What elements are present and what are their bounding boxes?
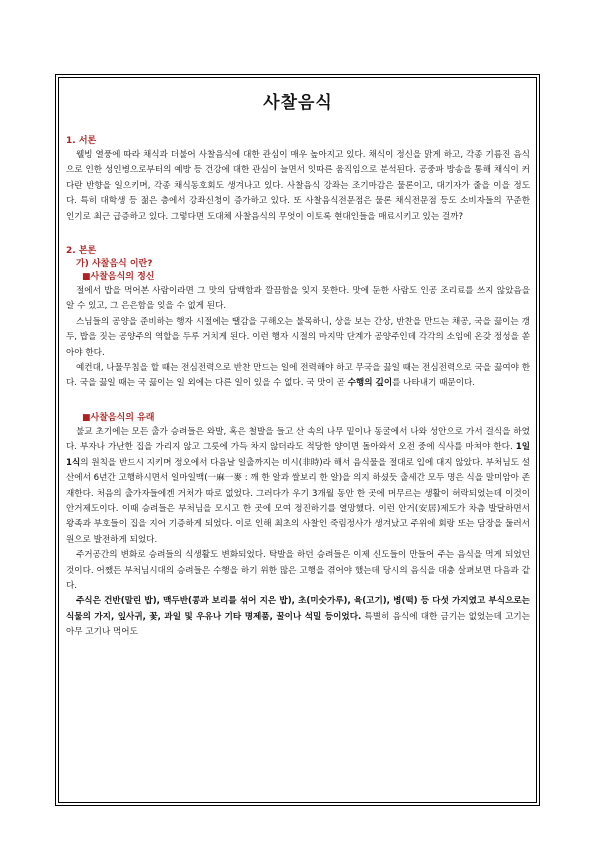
page-title: 사찰음식 — [263, 93, 333, 113]
subsection-heading-what-is: 가) 사찰음식 이란? — [76, 259, 153, 270]
body-heading: 2. 본론 — [66, 246, 97, 257]
spirit-paragraph-3-text-a: 예컨대, 나물무침을 할 때는 전심전력으로 반찬 만드는 일에 전력해야 하고 무국을 끓일 때는 전심전력으로 국을 끓여야 한다. 국을 끓일 때는 국 끓이는 일 외에는 다른 일이 있을 수 없다. 국 맛이 곧 — [66, 363, 530, 389]
origin-paragraph-1-bold: 1일 1식 — [66, 442, 530, 468]
origin-paragraph-1 — [66, 425, 530, 548]
spirit-paragraph-3 — [66, 361, 530, 392]
spirit-paragraph-3-bold: 수행의 깊이 — [347, 378, 393, 389]
intro-heading: 1. 서론 — [66, 136, 97, 146]
origin-paragraph-1-text-a: 불교 초기에는 모든 출가 승려들은 와발, 혹은 철발을 들고 산 속의 나무 밑이나 동굴에서 나와 성안으로 가서 걸식을 하였다. 부자나 가난한 집을 가리지 않고 그릇에 가득 차지 않더라도 적당한 양이면 돌아와서 오전 중에 식사를 마쳐야 한다. — [66, 426, 530, 453]
spirit-heading: ■사찰음식의 정신 — [82, 272, 155, 283]
spirit-paragraph-1: 절에서 밥을 먹어본 사람이라면 그 맛의 담백함과 깔끔함을 잊지 못한다. 맛에 둔한 사람도 인공 조리료를 쓰지 않았음을 알 수 있고, 그 은은함을 잊을 수 없게 된다. — [66, 286, 530, 312]
document-body — [66, 88, 530, 641]
intro-paragraph: 웰빙 열풍에 따라 채식과 더불어 사찰음식에 대한 관심이 매우 높아지고 있다. 채식이 정신을 맑게 하고, 각종 기름진 음식으로 인한 성인병으로부터의 예방 등 건강에 대한 관심이 늘면서 잇따른 움직임으로 분석된다. 공중파 방송을 통해 채식이 커다란 반향을 일으키며, 각종 채식동호회도 생겨나고 있다. 사찰음식 강좌는 조기마감은 물론이고, 대기자가 줄을 이을 정도다. 특히 대학생 등 젊은 층에서 강좌신청이 증가하고 있다. 또 사찰음식전문점은 물론 채식전문점 등도 소비자들의 꾸준한 인기로 최근 급증하고 있다. 그렇다면 도대체 사찰음식의 무엇이 이토록 현대인들을 매료시키고 있는 걸까? — [66, 150, 530, 222]
spirit-paragraph-2: 스님들의 공양을 준비하는 행자 시절에는 땔감을 구해오는 불목하니, 상을 보는 간상, 반찬을 만드는 채공, 국을 끓이는 갱두, 밥을 짓는 공양주의 역할을 두루 거치게 된다. 이런 행자 시절의 마지막 단계가 공양주인데 각각의 소임에 온갖 정성을 쏟아야 한다. — [66, 316, 530, 358]
origin-heading: ■사찰음식의 유래 — [82, 412, 155, 423]
origin-paragraph-3-bold: 주식은 건반(말린 밥), 맥두반(콩과 보리를 섞어 지은 밥), 초(미숫가루), 육(고기), 병(떡) 등 다섯 가지였고 부식으로는 식물의 가지, 잎사귀, 꽃, 과일 및 우유나 기타 명제품, 꿀이나 석밀 등이었다. — [66, 596, 530, 622]
origin-paragraph-3 — [66, 594, 530, 640]
origin-paragraph-2: 주거공간의 변화로 승려들의 식생활도 변화되었다. 탁발을 하던 승려들은 이제 신도들이 만들어 주는 음식을 먹게 되었던 것이다. 어쨌든 부처님시대의 승려들은 수행을 하기 위한 많은 고행을 겪어야 했는데 당시의 음식을 대충 살펴보면 다음과 같다. — [66, 550, 530, 591]
origin-paragraph-1-text-b: 의 원칙을 반드시 지키며 정오에서 다음날 일출까지는 비시(非時)라 해서 음식물을 절대로 입에 대지 않았다. 부처님도 설산에서 6년간 고행하시면서 일마일맥(一麻一麥 : 깨 한 알과 쌀보리 한 알)을 의지 하셨듯 출세간 모두 명은 식을 말미암아 존재한다. 처음의 출가자들에겐 거처가 따로 없었다. 그러다가 우기 3개월 동안 한 곳에 머무르는 생활이 허락되었는데 이것이 안거제도이다. 이때 승려들은 부처님을 모시고 한 곳에 모여 정진하기를 열망했다. 이런 안거(安居)제도가 차츰 발달하면서 왕족과 부호들이 집을 지어 기증하게 되었다. 이로 인해 최초의 사찰인 죽림정사가 생겨났고 주위에 회랑 또는 담장을 둘러서 원으로 발전하게 되었다. — [66, 457, 530, 545]
origin-paragraph-3-text: 특별히 음식에 대한 금기는 없었는데 고기는 아무 고기나 먹어도 — [66, 611, 530, 638]
spirit-paragraph-3-text-b: 를 나타내기 때문이다. — [392, 378, 476, 389]
